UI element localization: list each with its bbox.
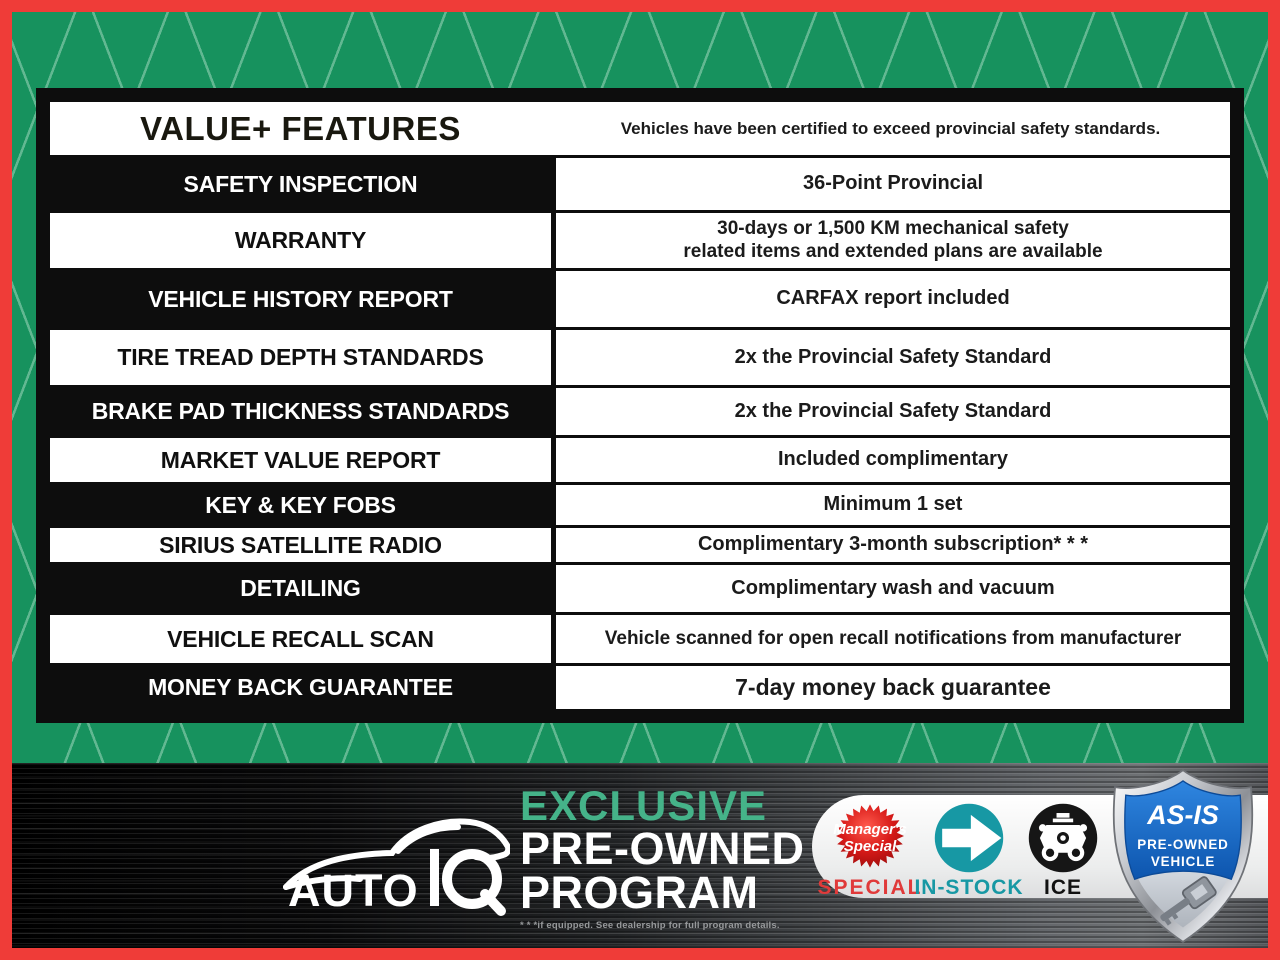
brand-letter-i [430,849,439,906]
feature-value [556,388,1230,435]
table-row [50,213,1230,268]
table-row [50,565,1230,612]
feature-value [556,330,1230,385]
as-is-title: AS-IS [1147,799,1219,830]
in-stock-label: IN-STOCK [914,876,1024,899]
feature-value [556,213,1230,268]
brand-word-auto: AUTO [288,865,419,916]
table-row [50,615,1230,663]
auto-iq-logo [280,799,510,919]
feature-value-line: Vehicle scanned for open recall notifications from manufacturer [604,627,1182,649]
table-subtitle: Vehicles have been certified to exceed provincial safety standards. [620,118,1161,138]
table-row [50,330,1230,385]
feature-value [556,528,1230,562]
table-row [50,271,1230,327]
feature-value-line: Minimum 1 set [823,493,963,516]
table-header-row [50,102,1230,155]
in-stock-badge [932,801,1006,875]
table-title: VALUE+ FEATURES [140,109,461,147]
program-wordmark [520,782,805,931]
feature-value-line: Complimentary wash and vacuum [731,576,1055,599]
program-line-program: PROGRAM [520,867,759,918]
feature-value-line: Included complimentary [777,448,1009,471]
feature-label: DETAILING [50,565,551,612]
program-line-preowned: PRE-OWNED [520,823,805,874]
table-row [50,666,1230,709]
feature-label: WARRANTY [50,213,551,268]
feature-value [556,565,1230,612]
program-line-exclusive: EXCLUSIVE [520,782,768,829]
ice-badge [1026,801,1100,875]
table-body [50,158,1230,709]
feature-label: TIRE TREAD DEPTH STANDARDS [50,330,551,385]
feature-value-line: 36-Point Provincial [802,172,984,195]
feature-value-line: 2x the Provincial Safety Standard [734,345,1052,368]
feature-label: SAFETY INSPECTION [50,158,551,210]
brand-letter-q-tail [485,894,501,911]
footer-banner [12,763,1268,948]
feature-label: VEHICLE RECALL SCAN [50,615,551,663]
feature-label: BRAKE PAD THICKNESS STANDARDS [50,388,551,435]
feature-label: SIRIUS SATELLITE RADIO [50,528,551,562]
feature-value [556,485,1230,525]
feature-label: KEY & KEY FOBS [50,485,551,525]
value-features-table [36,88,1244,723]
feature-value [556,666,1230,709]
feature-label: MARKET VALUE REPORT [50,438,551,482]
table-row [50,528,1230,562]
table-row [50,485,1230,525]
as-is-shield [1107,765,1259,947]
as-is-line2: VEHICLE [1150,853,1216,869]
special-label: SPECIAL [817,876,923,899]
feature-value-line: 2x the Provincial Safety Standard [734,399,1052,422]
feature-label: VEHICLE HISTORY REPORT [50,271,551,327]
feature-value [556,271,1230,327]
feature-value-line: related items and extended plans are available [683,240,1103,262]
ice-label: ICE [1043,876,1083,899]
program-footnote: * * *if equipped. See dealership for full program details. [520,920,780,931]
feature-value [556,438,1230,482]
feature-label: MONEY BACK GUARANTEE [50,666,551,709]
burst-text-1: Manager's [833,821,907,838]
as-is-line1: PRE-OWNED [1137,836,1229,852]
feature-value-line: Complimentary 3-month subscription* * * [697,533,1089,556]
table-row [50,438,1230,482]
feature-value-line: 30-days or 1,500 KM mechanical safety [717,218,1069,240]
burst-text-2: Special [843,838,897,855]
table-row [50,388,1230,435]
feature-value-line: CARFAX report included [776,287,1010,310]
feature-value [556,615,1230,663]
table-row [50,158,1230,210]
feature-value [556,158,1230,210]
managers-special-burst [818,803,922,873]
feature-value-line: 7-day money back guarantee [735,673,1051,700]
